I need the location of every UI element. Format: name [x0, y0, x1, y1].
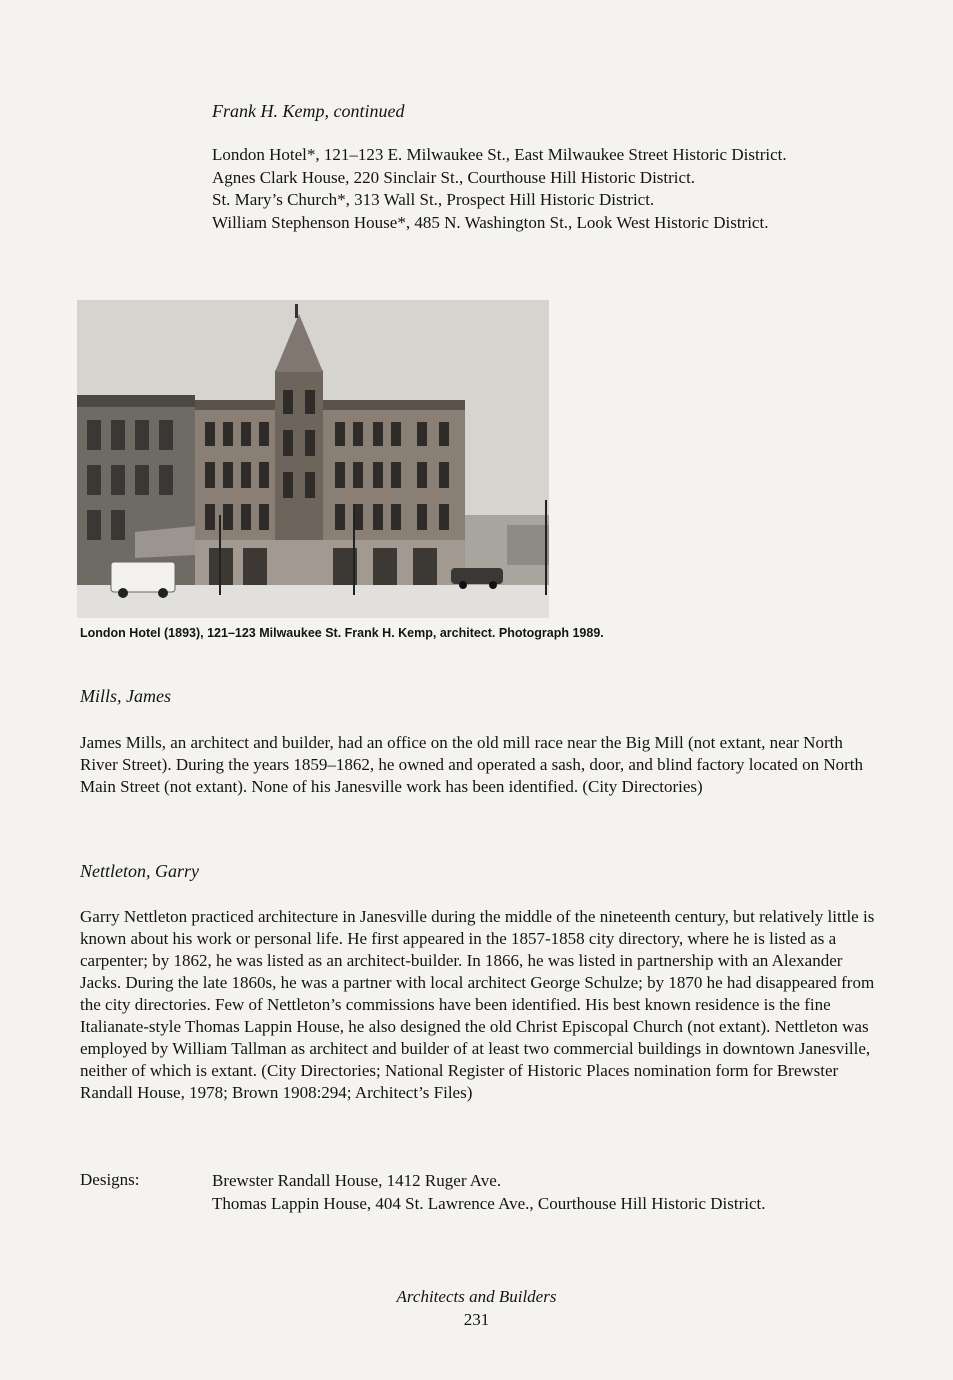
nettleton-paragraph: Garry Nettleton practiced architecture in Janesville during the middle of the nineteenth century, but relatively little is known about his work or personal life. He first appeared in the 1857-1858 city directory, where he is listed as a carpenter; by 1862, he was listed as an architect-builder. In 1866, he was listed in partnership with an Alexander Jacks. During the late 1860s, he was a partner with local architect George Schulze; by 1870 he had disappeared from the city directories. Few of Nettleton’s commissions have been identified. His best known residence is the fine Italianate-style Thomas Lappin House, he also designed the old Christ Episcopal Church (not extant). Nettleton was employed by William Tallman as architect and builder of at least two commercial buildings in downtown Janesville, neither of which is extant. (City Directories; National Register of Historic Places nomination form for Brewster Randall House, 1978; Brown 1908:294; Architect’s Files)	[80, 907, 875, 1102]
designs-label: Designs:	[80, 1170, 140, 1189]
footer-title: Architects and Builders	[396, 1287, 557, 1306]
mills-paragraph: James Mills, an architect and builder, had an office on the old mill race near the Big Mill (not extant, near North River Street). During the years 1859–1862, he owned and operated a sash, door, and blind factory located on North Main Street (not extant). None of his Janesville work has been identified. (City Directories)	[80, 733, 863, 796]
continued-heading: Frank H. Kemp, continued	[212, 101, 405, 121]
page-number: 231	[463, 1310, 490, 1329]
nettleton-heading: Nettleton, Garry	[80, 861, 199, 881]
design-entry: Brewster Randall House, 1412 Ruger Ave.	[212, 1171, 502, 1190]
photo-caption: London Hotel (1893), 121–123 Milwaukee St. Frank H. Kemp, architect. Photograph 1989.	[80, 626, 604, 640]
building-photo-illustration	[77, 300, 549, 618]
mills-heading: Mills, James	[80, 686, 171, 706]
design-entry: London Hotel*, 121–123 E. Milwaukee St., East Milwaukee Street Historic District.	[212, 145, 787, 164]
design-entry: Thomas Lappin House, 404 St. Lawrence Ave., Courthouse Hill Historic District.	[212, 1193, 766, 1213]
kemp-designs-list	[212, 144, 852, 234]
nettleton-designs-list	[212, 1170, 832, 1215]
london-hotel-photo	[77, 300, 549, 618]
design-entry: Agnes Clark House, 220 Sinclair St., Courthouse Hill Historic District.	[212, 167, 696, 187]
design-entry: William Stephenson House*, 485 N. Washington St., Look West Historic District.	[212, 212, 769, 232]
design-entry: St. Mary’s Church*, 313 Wall St., Prospect Hill Historic District.	[212, 190, 655, 209]
